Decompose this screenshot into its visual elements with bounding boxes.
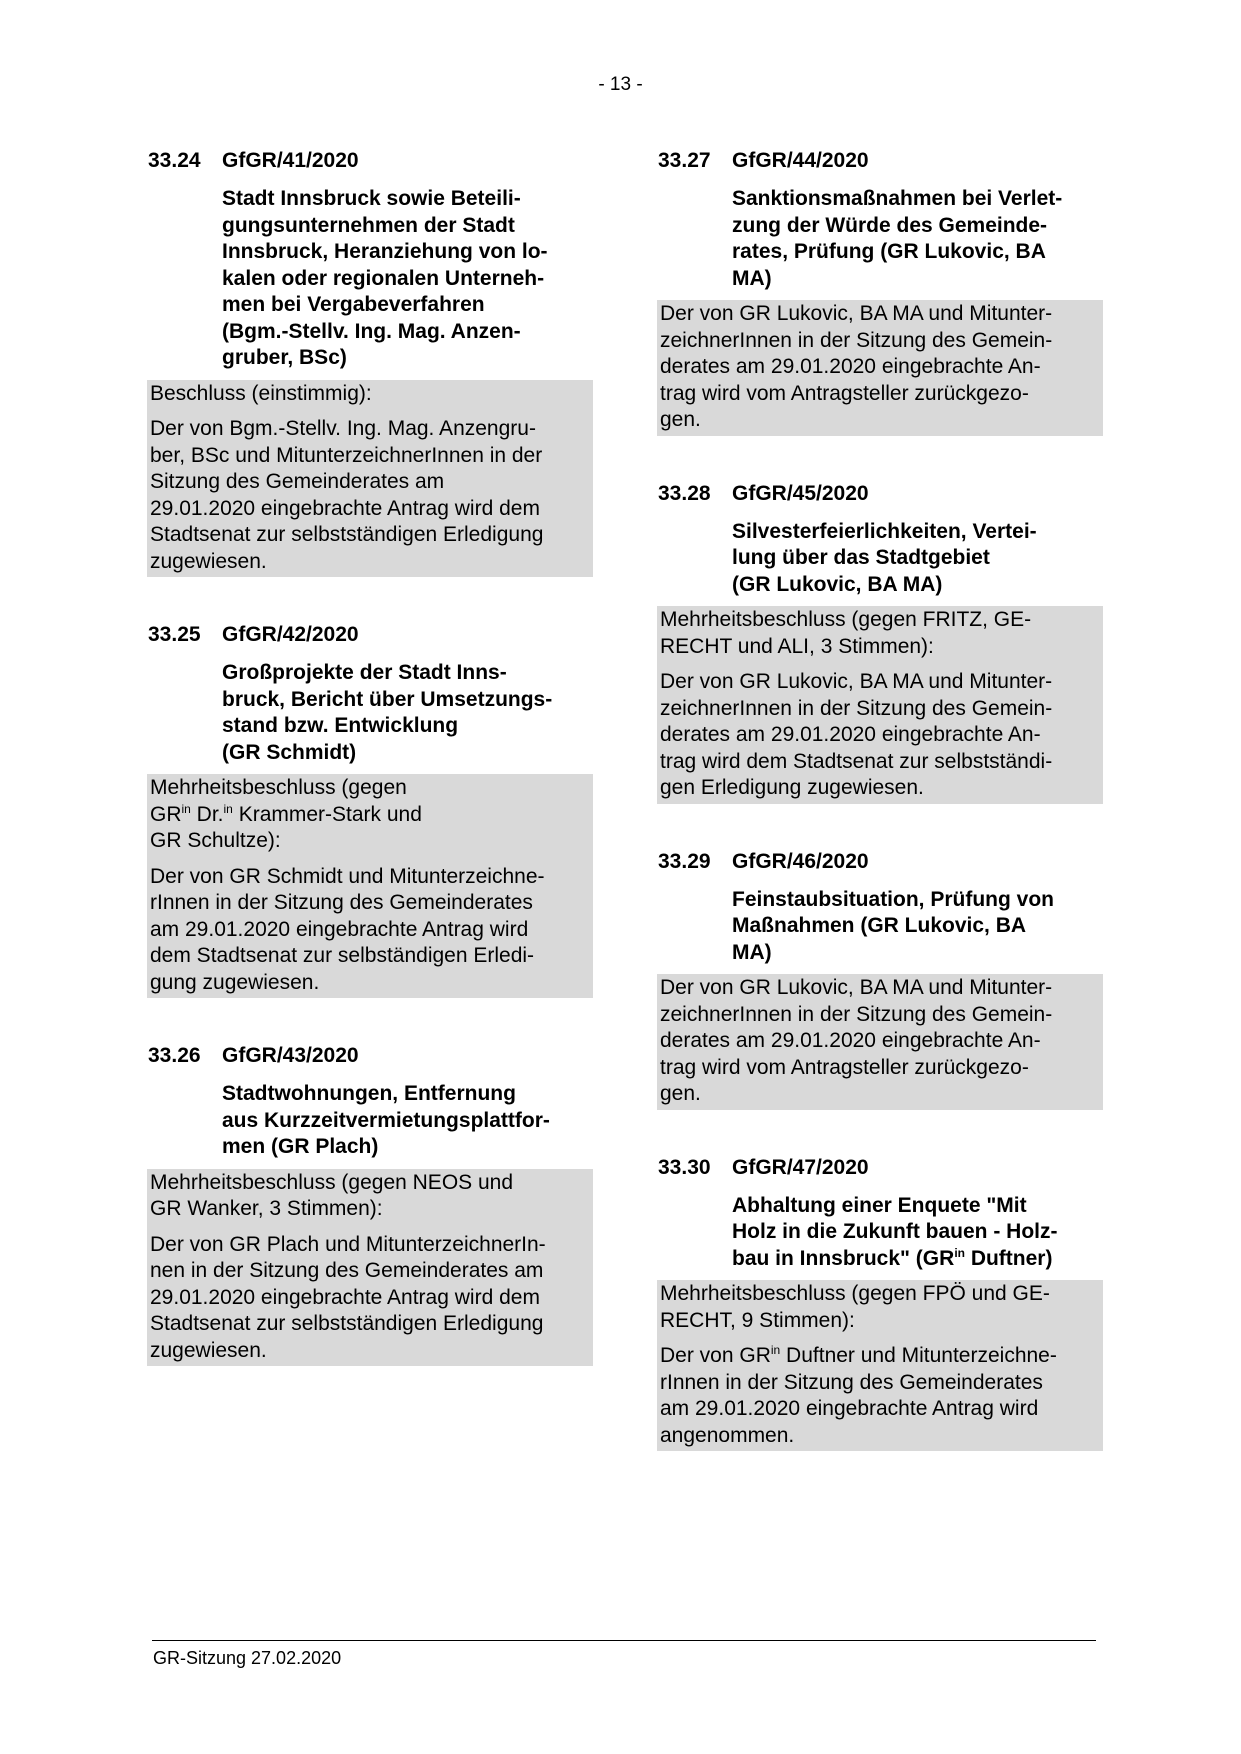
title-line: stand bzw. Entwicklung — [222, 714, 459, 737]
gender-suffix: in — [770, 1343, 781, 1357]
title-line: (Bgm.-Stellv. Ing. Mag. Anzen- — [222, 319, 521, 343]
decision-line: zugewiesen. — [150, 1338, 267, 1362]
decision-line: am 29.01.2020 eingebrachte Antrag wird — [660, 1397, 1039, 1420]
decision-text — [660, 1343, 1099, 1449]
item-number: 33.24 — [148, 149, 201, 172]
decision-line: gen Erledigung zugewiesen. — [660, 776, 924, 799]
item-reference: GfGR/45/2020 — [732, 481, 869, 505]
decision-heading-line: GR Wanker, 3 Stimmen): — [150, 1197, 383, 1220]
title-line: gungsunternehmen der Stadt — [222, 213, 515, 237]
decision-line: ber, BSc und MitunterzeichnerInnen in der — [150, 443, 543, 467]
decision-line: gen. — [660, 1082, 701, 1105]
decision-line: Der von GR Lukovic, BA MA und Mitunter- — [660, 670, 1053, 693]
decision-line: 29.01.2020 eingebrachte Antrag wird dem — [150, 1285, 540, 1309]
title-line: kalen oder regionalen Unterneh- — [222, 266, 545, 290]
footer-divider — [152, 1640, 1096, 1641]
item-title — [222, 186, 593, 372]
decision-line: Der von Bgm.-Stellv. Ing. Mag. Anzengru- — [150, 417, 536, 440]
page-number: - 13 - — [598, 74, 643, 95]
item-reference: GfGR/43/2020 — [222, 1044, 359, 1067]
decision-box — [657, 606, 1103, 804]
title-line: (GR Lukovic, BA MA) — [732, 572, 943, 596]
decision-heading — [150, 775, 589, 855]
item-title — [222, 1081, 593, 1161]
title-line: bruck, Bericht über Umsetzungs- — [222, 687, 553, 711]
item-number: 33.28 — [658, 481, 711, 505]
decision-heading-line — [150, 802, 589, 829]
heading-text: Krammer-Stark und — [232, 802, 422, 826]
agenda-item-33-25 — [147, 622, 593, 998]
decision-line: trag wird vom Antragsteller zurückgezo- — [660, 381, 1029, 405]
decision-box — [147, 380, 593, 578]
item-heading — [658, 1155, 1103, 1181]
decision-line: Der von GR Lukovic, BA MA und Mitunter- — [660, 976, 1053, 999]
decision-line: zeichnerInnen in der Sitzung des Gemein- — [660, 696, 1053, 720]
decision-line: Stadtsenat zur selbstständigen Erledigung — [150, 1312, 544, 1335]
decision-heading — [660, 607, 1099, 660]
decision-box — [657, 974, 1103, 1110]
decision-line: derates am 29.01.2020 eingebrachte An- — [660, 355, 1041, 378]
footer-text: GR-Sitzung 27.02.2020 — [153, 1648, 342, 1668]
decision-line: derates am 29.01.2020 eingebrachte An- — [660, 723, 1041, 746]
decision-heading-line: Mehrheitsbeschluss (gegen — [150, 776, 407, 799]
decision-box — [147, 1169, 593, 1367]
title-line: Sanktionsmaßnahmen bei Verlet- — [732, 187, 1063, 210]
decision-heading-line: Mehrheitsbeschluss (gegen FRITZ, GE- — [660, 608, 1032, 631]
decision-line: rInnen in der Sitzung des Gemeinderates — [150, 891, 533, 914]
item-heading — [658, 849, 1103, 875]
decision-heading-line: RECHT und ALI, 3 Stimmen): — [660, 634, 934, 658]
decision-line: Der von GR Lukovic, BA MA und Mitunter- — [660, 302, 1053, 325]
title-line: (GR Schmidt) — [222, 740, 357, 764]
title-line: MA) — [732, 940, 772, 964]
title-line: Stadt Innsbruck sowie Beteili- — [222, 187, 521, 210]
title-line: men bei Vergabeverfahren — [222, 293, 485, 316]
decision-line: gung zugewiesen. — [150, 970, 320, 994]
decision-box — [657, 300, 1103, 436]
agenda-item-33-29 — [657, 849, 1103, 1110]
right-column — [657, 148, 1103, 1451]
decision-line: rInnen in der Sitzung des Gemeinderates — [660, 1370, 1043, 1394]
decision-line: derates am 29.01.2020 eingebrachte An- — [660, 1029, 1041, 1052]
title-line — [732, 1246, 1103, 1273]
decision-line: zeichnerInnen in der Sitzung des Gemein- — [660, 1002, 1053, 1026]
title-line: men (GR Plach) — [222, 1135, 379, 1158]
decision-heading-line: GR Schultze): — [150, 829, 281, 852]
title-line: aus Kurzzeitvermietungsplattfor- — [222, 1108, 550, 1132]
item-heading — [148, 148, 593, 174]
item-title — [732, 887, 1103, 967]
decision-line: trag wird vom Antragsteller zurückgezo- — [660, 1055, 1029, 1079]
agenda-item-33-30 — [657, 1155, 1103, 1452]
decision-line: Sitzung des Gemeinderates am — [150, 470, 445, 493]
title-line: zung der Würde des Gemeinde- — [732, 213, 1048, 237]
decision-line: gen. — [660, 408, 701, 431]
item-title — [732, 519, 1103, 599]
agenda-item-33-24 — [147, 148, 593, 577]
title-line: Abhaltung einer Enquete "Mit — [732, 1193, 1027, 1217]
decision-heading-line: Mehrheitsbeschluss (gegen NEOS und — [150, 1170, 514, 1194]
title-line: lung über das Stadtgebiet — [732, 546, 990, 569]
title-text: Duftner) — [964, 1246, 1053, 1270]
gr-abbrev: GR — [150, 802, 182, 826]
decision-line: angenommen. — [660, 1423, 795, 1447]
decision-line: am 29.01.2020 eingebrachte Antrag wird — [150, 917, 529, 941]
left-column — [147, 148, 593, 1366]
decision-heading-line: Mehrheitsbeschluss (gegen FPÖ und GE- — [660, 1282, 1050, 1305]
decision-line: dem Stadtsenat zur selbständigen Erledi- — [150, 944, 535, 967]
title-line: Feinstaubsituation, Prüfung von — [732, 887, 1054, 911]
item-reference: GfGR/41/2020 — [222, 149, 359, 172]
agenda-item-33-28 — [657, 481, 1103, 804]
decision-heading-line: Beschluss (einstimmig): — [150, 381, 372, 405]
decision-line: trag wird dem Stadtsenat zur selbstständi- — [660, 749, 1053, 773]
decision-heading-line: RECHT, 9 Stimmen): — [660, 1308, 855, 1332]
item-number: 33.29 — [658, 849, 711, 873]
item-number: 33.27 — [658, 149, 711, 172]
decision-text — [150, 416, 589, 575]
gender-suffix: in — [223, 801, 233, 816]
decision-text — [660, 975, 1099, 1108]
item-reference: GfGR/47/2020 — [732, 1155, 869, 1179]
title-line: Holz in die Zukunft bauen - Holz- — [732, 1220, 1058, 1243]
gender-suffix: in — [181, 801, 191, 816]
item-reference: GfGR/46/2020 — [732, 849, 869, 873]
decision-line: Der von GR Schmidt und Mitunterzeichne- — [150, 864, 545, 888]
decision-text-part: Der von GR — [660, 1344, 771, 1367]
item-heading — [148, 622, 593, 648]
item-number: 33.30 — [658, 1155, 711, 1179]
gender-suffix: in — [954, 1245, 965, 1260]
title-line: MA) — [732, 266, 772, 290]
decision-line: zugewiesen. — [150, 549, 267, 573]
decision-heading — [150, 1170, 589, 1223]
title-line: Silvesterfeierlichkeiten, Vertei- — [732, 519, 1037, 543]
item-title — [732, 186, 1103, 292]
decision-heading — [150, 381, 589, 408]
title-line: gruber, BSc) — [222, 346, 347, 369]
title-line: Innsbruck, Heranziehung von lo- — [222, 240, 548, 263]
decision-line: zeichnerInnen in der Sitzung des Gemein- — [660, 328, 1053, 352]
item-number: 33.25 — [148, 623, 201, 646]
agenda-item-33-26 — [147, 1043, 593, 1366]
item-title — [732, 1193, 1103, 1273]
title-line: Großprojekte der Stadt Inns- — [222, 661, 507, 684]
decision-line: 29.01.2020 eingebrachte Antrag wird dem — [150, 496, 540, 520]
decision-text — [660, 301, 1099, 434]
item-title — [222, 660, 593, 766]
item-number: 33.26 — [148, 1044, 201, 1067]
decision-line: Der von GR Plach und MitunterzeichnerIn- — [150, 1232, 546, 1256]
dr-abbrev: Dr. — [190, 802, 224, 826]
decision-line: nen in der Sitzung des Gemeinderates am — [150, 1259, 544, 1282]
decision-line — [660, 1343, 1099, 1370]
decision-box — [147, 774, 593, 998]
title-text: bau in Innsbruck" (GR — [732, 1246, 955, 1270]
agenda-item-33-27 — [657, 148, 1103, 436]
title-line: Stadtwohnungen, Entfernung — [222, 1082, 516, 1105]
title-line: rates, Prüfung (GR Lukovic, BA — [732, 240, 1046, 263]
title-line: Maßnahmen (GR Lukovic, BA — [732, 914, 1027, 937]
decision-text — [150, 864, 589, 997]
decision-line: Stadtsenat zur selbstständigen Erledigung — [150, 523, 544, 546]
item-heading — [658, 148, 1103, 174]
decision-text — [660, 669, 1099, 802]
item-reference: GfGR/42/2020 — [222, 623, 359, 646]
decision-text-part: Duftner und Mitunterzeichne- — [780, 1344, 1057, 1367]
decision-box — [657, 1280, 1103, 1451]
item-reference: GfGR/44/2020 — [732, 149, 869, 172]
item-heading — [148, 1043, 593, 1069]
decision-text — [150, 1232, 589, 1365]
decision-heading — [660, 1281, 1099, 1334]
item-heading — [658, 481, 1103, 507]
